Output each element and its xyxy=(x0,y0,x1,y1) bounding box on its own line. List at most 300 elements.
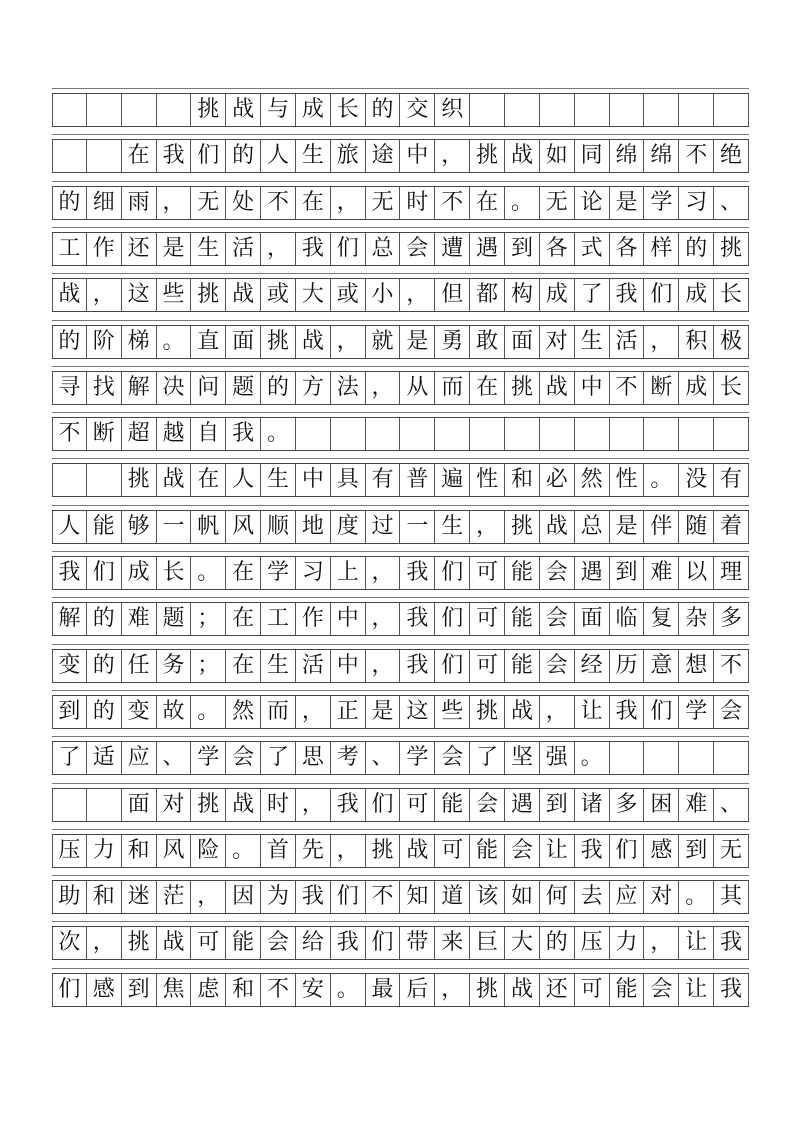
grid-cell: 历 xyxy=(610,650,645,682)
grid-cell: 们 xyxy=(366,927,401,959)
grid-cell: 随 xyxy=(679,511,714,543)
grid-cell: ， xyxy=(644,927,679,959)
text-row xyxy=(52,926,749,966)
grid-cell: 还 xyxy=(122,233,157,265)
grid-cell: 学 xyxy=(401,742,436,774)
grid-cell: 到 xyxy=(679,835,714,867)
grid-cell: 挑 xyxy=(470,140,505,172)
grid-cell: 因 xyxy=(226,881,261,913)
grid-cell: 决 xyxy=(157,372,192,404)
grid-cell: 会 xyxy=(226,742,261,774)
grid-cell: 挑 xyxy=(505,372,540,404)
grid-cell xyxy=(505,418,540,450)
grid-cell: 、 xyxy=(714,789,749,821)
grid-cell: 我 xyxy=(157,140,192,172)
row-cells xyxy=(52,649,749,683)
grid-cell: 坚 xyxy=(505,742,540,774)
grid-cell: 们 xyxy=(435,557,470,589)
text-row xyxy=(52,788,749,828)
grid-cell: 一 xyxy=(401,511,436,543)
grid-cell: 交 xyxy=(401,94,436,126)
grid-cell: 能 xyxy=(87,511,122,543)
grid-cell: 极 xyxy=(714,326,749,358)
grid-cell: 不 xyxy=(261,187,296,219)
grid-cell xyxy=(470,94,505,126)
grid-cell: 。 xyxy=(191,696,226,728)
grid-cell xyxy=(575,94,610,126)
grid-cell: 是 xyxy=(401,326,436,358)
grid-cell: 着 xyxy=(714,511,749,543)
grid-cell: 生 xyxy=(261,464,296,496)
grid-cell: 的 xyxy=(261,372,296,404)
grid-cell: 战 xyxy=(505,974,540,1006)
grid-cell: 大 xyxy=(505,927,540,959)
grid-cell: 勇 xyxy=(435,326,470,358)
grid-cell: 有 xyxy=(366,464,401,496)
grid-cell: 会 xyxy=(644,974,679,1006)
grid-cell: 越 xyxy=(157,418,192,450)
grid-cell: 能 xyxy=(505,650,540,682)
grid-cell: 可 xyxy=(470,650,505,682)
grid-cell: 会 xyxy=(261,927,296,959)
grid-cell: 变 xyxy=(122,696,157,728)
grid-cell: 我 xyxy=(331,789,366,821)
grid-cell xyxy=(401,418,436,450)
grid-cell: 会 xyxy=(401,233,436,265)
grid-cell: 成 xyxy=(296,94,331,126)
grid-cell: 或 xyxy=(331,279,366,311)
grid-cell: 遇 xyxy=(575,557,610,589)
grid-cell: 战 xyxy=(52,279,87,311)
grid-cell: 而 xyxy=(435,372,470,404)
grid-cell: 不 xyxy=(610,372,645,404)
grid-cell: 长 xyxy=(714,279,749,311)
grid-cell: ， xyxy=(191,881,226,913)
grid-cell: 们 xyxy=(52,974,87,1006)
grid-cell: 人 xyxy=(52,511,87,543)
row-cells xyxy=(52,186,749,220)
grid-cell xyxy=(435,418,470,450)
grid-cell: 到 xyxy=(122,974,157,1006)
grid-cell: 的 xyxy=(87,696,122,728)
grid-cell: 生 xyxy=(435,511,470,543)
grid-cell: 的 xyxy=(52,187,87,219)
grid-cell: 在 xyxy=(226,603,261,635)
grid-cell: 在 xyxy=(296,187,331,219)
grid-cell: 挑 xyxy=(191,279,226,311)
grid-cell: 是 xyxy=(157,233,192,265)
grid-cell: 给 xyxy=(296,927,331,959)
grid-cell xyxy=(366,418,401,450)
grid-cell: 力 xyxy=(87,835,122,867)
grid-cell: 然 xyxy=(575,464,610,496)
grid-cell: 度 xyxy=(331,511,366,543)
grid-cell: 挑 xyxy=(191,94,226,126)
grid-cell: 后 xyxy=(401,974,436,1006)
grid-cell: 感 xyxy=(644,835,679,867)
text-row xyxy=(52,556,749,596)
grid-cell: 梯 xyxy=(122,326,157,358)
grid-cell: ， xyxy=(296,696,331,728)
grid-cell: 能 xyxy=(505,557,540,589)
grid-cell: 遇 xyxy=(505,789,540,821)
grid-cell: 知 xyxy=(401,881,436,913)
grid-cell: 我 xyxy=(52,557,87,589)
grid-cell: 战 xyxy=(157,927,192,959)
grid-cell: 适 xyxy=(87,742,122,774)
composition-grid-paper xyxy=(52,93,749,1018)
grid-cell: 然 xyxy=(226,696,261,728)
row-cells xyxy=(52,232,749,266)
grid-cell: 可 xyxy=(575,974,610,1006)
grid-cell: 题 xyxy=(226,372,261,404)
grid-cell: 了 xyxy=(52,742,87,774)
grid-cell: 多 xyxy=(610,789,645,821)
grid-cell: 总 xyxy=(575,511,610,543)
grid-cell: 人 xyxy=(261,140,296,172)
grid-cell: 战 xyxy=(540,511,575,543)
grid-cell: ， xyxy=(644,326,679,358)
grid-cell: 们 xyxy=(366,789,401,821)
grid-cell xyxy=(714,742,749,774)
grid-cell: 面 xyxy=(226,326,261,358)
grid-cell: 到 xyxy=(505,233,540,265)
grid-cell: 断 xyxy=(644,372,679,404)
grid-cell: 可 xyxy=(401,789,436,821)
grid-cell: 上 xyxy=(331,557,366,589)
grid-cell xyxy=(52,464,87,496)
grid-cell: 到 xyxy=(540,789,575,821)
grid-cell: 这 xyxy=(122,279,157,311)
grid-cell: 还 xyxy=(540,974,575,1006)
grid-cell: 中 xyxy=(331,603,366,635)
grid-cell: 活 xyxy=(610,326,645,358)
grid-cell: 们 xyxy=(87,557,122,589)
grid-cell: 考 xyxy=(331,742,366,774)
grid-cell: 会 xyxy=(540,557,575,589)
grid-cell: 战 xyxy=(157,464,192,496)
grid-cell: 该 xyxy=(470,881,505,913)
text-row xyxy=(52,371,749,411)
grid-cell: 成 xyxy=(540,279,575,311)
grid-cell: 以 xyxy=(679,557,714,589)
grid-cell: 绝 xyxy=(714,140,749,172)
grid-cell xyxy=(540,418,575,450)
grid-cell: 解 xyxy=(122,372,157,404)
grid-cell: 从 xyxy=(401,372,436,404)
grid-cell: 人 xyxy=(226,464,261,496)
row-cells xyxy=(52,417,749,451)
grid-cell: 我 xyxy=(714,974,749,1006)
grid-cell: 感 xyxy=(87,974,122,1006)
grid-cell: 式 xyxy=(575,233,610,265)
grid-cell xyxy=(679,94,714,126)
grid-cell: 自 xyxy=(191,418,226,450)
text-row xyxy=(52,741,749,781)
text-row xyxy=(52,602,749,642)
grid-cell: 道 xyxy=(435,881,470,913)
grid-cell: 杂 xyxy=(679,603,714,635)
grid-cell: 了 xyxy=(575,279,610,311)
grid-cell: 成 xyxy=(679,279,714,311)
grid-cell: 面 xyxy=(122,789,157,821)
grid-cell: 的 xyxy=(679,233,714,265)
grid-cell xyxy=(52,789,87,821)
row-cells xyxy=(52,556,749,590)
grid-cell: 都 xyxy=(470,279,505,311)
grid-cell: 会 xyxy=(470,789,505,821)
grid-cell: 可 xyxy=(470,557,505,589)
grid-cell: 生 xyxy=(261,650,296,682)
grid-cell: 时 xyxy=(261,789,296,821)
row-cells xyxy=(52,371,749,405)
grid-cell: 的 xyxy=(540,927,575,959)
grid-cell: 中 xyxy=(296,464,331,496)
grid-cell xyxy=(679,418,714,450)
grid-cell: 绵 xyxy=(610,140,645,172)
grid-cell: 们 xyxy=(331,881,366,913)
grid-cell: 地 xyxy=(296,511,331,543)
grid-cell: 风 xyxy=(157,835,192,867)
grid-cell: 去 xyxy=(575,881,610,913)
grid-cell: 何 xyxy=(540,881,575,913)
grid-cell: 些 xyxy=(435,696,470,728)
grid-cell: 会 xyxy=(714,696,749,728)
grid-cell xyxy=(52,140,87,172)
grid-cell: 过 xyxy=(366,511,401,543)
grid-cell: ， xyxy=(366,603,401,635)
grid-cell: 是 xyxy=(610,511,645,543)
grid-cell: 大 xyxy=(296,279,331,311)
grid-cell: 正 xyxy=(331,696,366,728)
grid-cell: 。 xyxy=(331,974,366,1006)
grid-cell xyxy=(87,140,122,172)
grid-cell: 没 xyxy=(679,464,714,496)
grid-cell: 挑 xyxy=(122,927,157,959)
grid-cell: ， xyxy=(296,789,331,821)
grid-cell: 习 xyxy=(296,557,331,589)
text-row xyxy=(52,232,749,272)
row-cells xyxy=(52,510,749,544)
grid-cell: 时 xyxy=(401,187,436,219)
grid-cell: 我 xyxy=(226,418,261,450)
grid-cell: 长 xyxy=(331,94,366,126)
grid-cell: 些 xyxy=(157,279,192,311)
grid-cell: 在 xyxy=(122,140,157,172)
grid-cell: 是 xyxy=(366,696,401,728)
grid-cell: 不 xyxy=(261,974,296,1006)
grid-cell: 。 xyxy=(157,326,192,358)
grid-cell: 挑 xyxy=(470,696,505,728)
grid-cell: 帆 xyxy=(191,511,226,543)
text-row xyxy=(52,649,749,689)
grid-cell: 和 xyxy=(87,881,122,913)
grid-cell: 是 xyxy=(610,187,645,219)
grid-cell: 无 xyxy=(366,187,401,219)
grid-cell: 我 xyxy=(296,233,331,265)
grid-cell: 们 xyxy=(191,140,226,172)
grid-cell: 学 xyxy=(679,696,714,728)
grid-cell: ； xyxy=(191,603,226,635)
grid-cell: 们 xyxy=(331,233,366,265)
grid-cell xyxy=(157,94,192,126)
grid-cell: ， xyxy=(366,650,401,682)
grid-cell xyxy=(644,418,679,450)
grid-cell: 不 xyxy=(714,650,749,682)
grid-cell: 面 xyxy=(505,326,540,358)
row-cells xyxy=(52,463,749,497)
grid-cell: 学 xyxy=(191,742,226,774)
grid-cell: 的 xyxy=(52,326,87,358)
grid-cell: 性 xyxy=(610,464,645,496)
grid-cell: 无 xyxy=(191,187,226,219)
grid-cell: ， xyxy=(435,140,470,172)
grid-cell: 雨 xyxy=(122,187,157,219)
grid-cell: 具 xyxy=(331,464,366,496)
grid-cell: 不 xyxy=(435,187,470,219)
text-row xyxy=(52,278,749,318)
grid-cell xyxy=(644,742,679,774)
grid-cell: 迷 xyxy=(122,881,157,913)
grid-cell: 意 xyxy=(644,650,679,682)
grid-cell: 带 xyxy=(401,927,436,959)
grid-cell: 我 xyxy=(610,279,645,311)
grid-cell: 们 xyxy=(435,603,470,635)
grid-cell: 巨 xyxy=(470,927,505,959)
grid-cell: ， xyxy=(435,974,470,1006)
grid-cell: 多 xyxy=(714,603,749,635)
grid-cell: 习 xyxy=(679,187,714,219)
grid-cell: 在 xyxy=(226,650,261,682)
grid-cell: 工 xyxy=(261,603,296,635)
grid-cell xyxy=(331,418,366,450)
grid-cell: 难 xyxy=(644,557,679,589)
grid-cell: 对 xyxy=(540,326,575,358)
grid-cell: 织 xyxy=(435,94,470,126)
grid-cell: ， xyxy=(540,696,575,728)
grid-cell: 或 xyxy=(261,279,296,311)
grid-cell xyxy=(644,94,679,126)
grid-cell: 战 xyxy=(296,326,331,358)
grid-cell: 最 xyxy=(366,974,401,1006)
grid-cell: ， xyxy=(87,279,122,311)
grid-cell: 、 xyxy=(366,742,401,774)
row-cells xyxy=(52,139,749,173)
grid-cell: 会 xyxy=(435,742,470,774)
grid-cell: 敢 xyxy=(470,326,505,358)
grid-cell: 风 xyxy=(226,511,261,543)
grid-cell: ， xyxy=(261,233,296,265)
grid-cell: 会 xyxy=(540,603,575,635)
grid-cell: 力 xyxy=(610,927,645,959)
grid-cell: 解 xyxy=(52,603,87,635)
grid-cell: 的 xyxy=(226,140,261,172)
grid-cell: 普 xyxy=(401,464,436,496)
grid-cell: 挑 xyxy=(122,464,157,496)
grid-cell: 不 xyxy=(366,881,401,913)
grid-cell: 对 xyxy=(644,881,679,913)
grid-cell: 生 xyxy=(191,233,226,265)
grid-cell: 阶 xyxy=(87,326,122,358)
grid-cell: 故 xyxy=(157,696,192,728)
grid-cell: 我 xyxy=(714,927,749,959)
grid-cell: 但 xyxy=(435,279,470,311)
grid-cell: 直 xyxy=(191,326,226,358)
grid-cell: 找 xyxy=(87,372,122,404)
grid-cell: 。 xyxy=(644,464,679,496)
row-cells xyxy=(52,741,749,775)
grid-cell: 样 xyxy=(644,233,679,265)
grid-cell: 学 xyxy=(644,187,679,219)
grid-cell: 作 xyxy=(296,603,331,635)
grid-cell: 应 xyxy=(610,881,645,913)
row-cells xyxy=(52,278,749,312)
grid-cell: ， xyxy=(87,927,122,959)
grid-cell xyxy=(87,94,122,126)
grid-cell: 让 xyxy=(679,974,714,1006)
grid-cell: 让 xyxy=(679,927,714,959)
grid-cell: 法 xyxy=(331,372,366,404)
grid-cell: 们 xyxy=(610,835,645,867)
grid-cell: 了 xyxy=(261,742,296,774)
grid-cell: 有 xyxy=(714,464,749,496)
grid-cell: 、 xyxy=(714,187,749,219)
grid-cell: 会 xyxy=(505,835,540,867)
grid-cell: 理 xyxy=(714,557,749,589)
grid-cell: 如 xyxy=(505,881,540,913)
grid-cell: 和 xyxy=(122,835,157,867)
grid-cell: 来 xyxy=(435,927,470,959)
row-cells xyxy=(52,788,749,822)
text-row xyxy=(52,695,749,735)
text-row xyxy=(52,880,749,920)
grid-cell: 压 xyxy=(575,927,610,959)
grid-cell: 首 xyxy=(261,835,296,867)
text-row xyxy=(52,139,749,179)
grid-cell: 虑 xyxy=(191,974,226,1006)
grid-cell: 茫 xyxy=(157,881,192,913)
grid-cell: 务 xyxy=(157,650,192,682)
grid-cell: 先 xyxy=(296,835,331,867)
grid-cell: 成 xyxy=(679,372,714,404)
grid-cell: 论 xyxy=(575,187,610,219)
grid-cell: 无 xyxy=(714,835,749,867)
text-row xyxy=(52,417,749,457)
text-row xyxy=(52,973,749,1013)
grid-cell: 积 xyxy=(679,326,714,358)
grid-cell: 这 xyxy=(401,696,436,728)
grid-cell: 我 xyxy=(401,650,436,682)
grid-cell: 。 xyxy=(191,557,226,589)
grid-cell: 同 xyxy=(575,140,610,172)
grid-cell: 的 xyxy=(87,650,122,682)
grid-cell: 长 xyxy=(714,372,749,404)
grid-cell: 中 xyxy=(331,650,366,682)
grid-cell: 我 xyxy=(610,696,645,728)
grid-cell: 我 xyxy=(575,835,610,867)
grid-cell xyxy=(87,464,122,496)
grid-cell: 不 xyxy=(52,418,87,450)
grid-cell: 无 xyxy=(540,187,575,219)
grid-cell: 在 xyxy=(470,187,505,219)
grid-cell xyxy=(470,418,505,450)
grid-cell: 。 xyxy=(505,187,540,219)
grid-cell: 其 xyxy=(714,881,749,913)
grid-cell: 中 xyxy=(401,140,436,172)
grid-cell: ； xyxy=(191,650,226,682)
grid-cell: ， xyxy=(331,835,366,867)
grid-cell: 、 xyxy=(157,742,192,774)
